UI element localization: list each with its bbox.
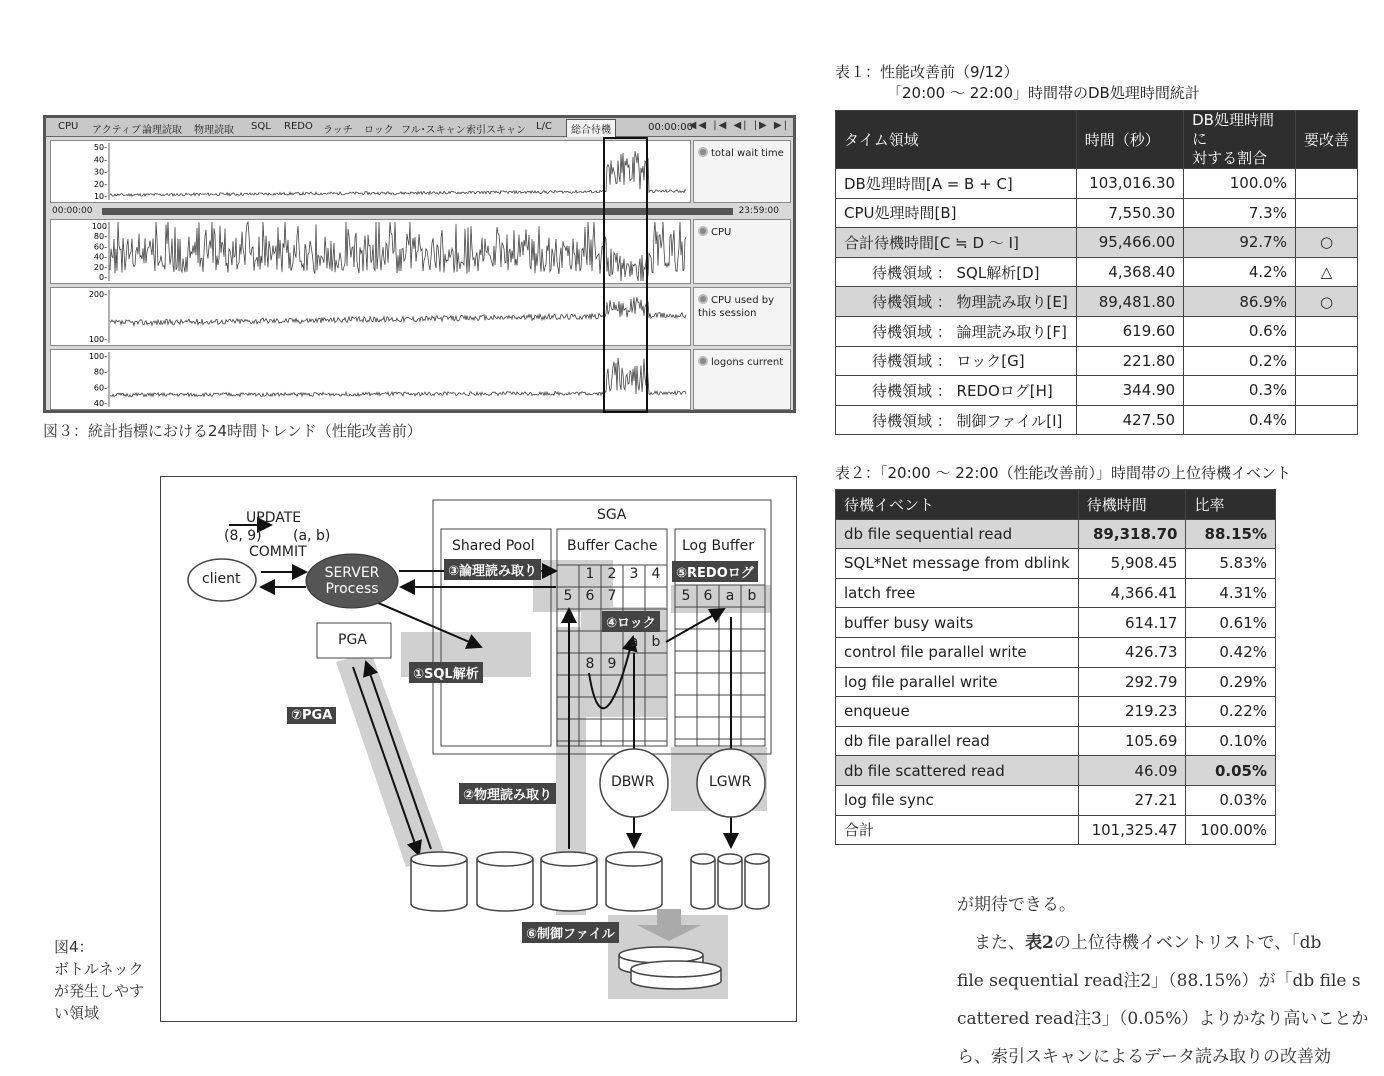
monitor-tab-bar: [46, 118, 793, 137]
trend-line: [110, 222, 686, 281]
table-row: [836, 667, 1276, 697]
table-row: [836, 756, 1276, 786]
label-redo: ⑤REDOログ: [672, 561, 758, 582]
table-row: [836, 519, 1276, 549]
table-row: [836, 608, 1276, 638]
table-cell: 219.23: [1078, 697, 1186, 727]
wait-event-table: [835, 489, 1276, 845]
table-row: [836, 637, 1276, 667]
header-needs-improvement: 要改善: [1295, 111, 1357, 169]
total-wait-sparkline: [51, 141, 690, 202]
tab-active[interactable]: アクティブ: [92, 125, 141, 136]
table-cell: 0.42%: [1186, 637, 1276, 667]
table-cell: ○: [1295, 228, 1357, 258]
chart-panel-cpu-session: [50, 287, 691, 346]
label-sql-parse: ①SQL解析: [409, 662, 483, 683]
y-tick-label: 10-: [93, 192, 107, 201]
table-cell: 614.17: [1078, 608, 1186, 638]
buffer-cells-top: 1 2 3 4: [585, 566, 661, 582]
table-cell: 0.03%: [1186, 785, 1276, 815]
legend-marker-icon: [698, 226, 708, 236]
label-physical-read: ②物理読み取り: [459, 783, 556, 804]
tab-logical-read[interactable]: 論理読取: [142, 125, 182, 136]
table-cell: log file parallel write: [836, 667, 1079, 697]
buffer-cells-row2: 5 6 7: [563, 588, 617, 604]
table-cell: ○: [1295, 287, 1357, 317]
table-cell: 0.4%: [1184, 405, 1296, 435]
header-seconds: 時間（秒）: [1076, 111, 1183, 169]
label-control-file: ⑥制御ファイル: [522, 922, 619, 943]
y-tick-label: 100-: [88, 335, 107, 344]
table-cell: [1295, 376, 1357, 406]
update-values-new: (a, b): [293, 528, 331, 544]
db-time-table: [835, 110, 1358, 435]
table-cell: 86.9%: [1184, 287, 1296, 317]
table-cell: 89,481.80: [1076, 287, 1183, 317]
table-cell: 4.31%: [1186, 578, 1276, 608]
table-cell: 0.61%: [1186, 608, 1276, 638]
table-cell: [1295, 405, 1357, 435]
y-tick-label: 20-: [93, 179, 107, 189]
table-cell: buffer busy waits: [836, 608, 1079, 638]
table-cell: [1295, 169, 1357, 199]
trend-line: [110, 358, 686, 397]
table-row: [836, 726, 1276, 756]
table-cell: 7.3%: [1184, 198, 1296, 228]
table-cell: 待機領域 ： 制御ファイル[I]: [836, 405, 1077, 435]
table-cell: 221.80: [1076, 346, 1183, 376]
table-cell: 100.00%: [1186, 815, 1276, 845]
tab-index-scan[interactable]: 索引スキャン: [466, 125, 526, 136]
table-row: [836, 346, 1358, 376]
y-tick-label: 60-: [93, 242, 107, 252]
table-row: [836, 198, 1358, 228]
table-cell: 5,908.45: [1078, 549, 1186, 579]
y-tick-label: 100: [91, 222, 107, 231]
header-wait-time: 待機時間: [1078, 490, 1186, 520]
table-cell: 292.79: [1078, 667, 1186, 697]
trend-monitor-window: [43, 115, 796, 413]
chart-panel-total-wait: [50, 140, 691, 203]
table-cell: 0.3%: [1184, 376, 1296, 406]
table-cell: 0.6%: [1184, 316, 1296, 346]
table-row: [836, 376, 1358, 406]
y-tick-label: 20-: [93, 262, 107, 272]
table-cell: 92.7%: [1184, 228, 1296, 258]
table-cell: [1295, 316, 1357, 346]
table-cell: 344.90: [1076, 376, 1183, 406]
table-cell: 88.15%: [1186, 519, 1276, 549]
y-tick-label: 100-: [88, 352, 107, 361]
time-display: 00:00:00: [648, 122, 693, 133]
table1-title: 表１：性能改善前（9/12） 「20:00 ～ 22:00」時間帯のDB処理時間統計: [835, 63, 1200, 102]
header-ratio: DB処理時間に 対する割合: [1184, 111, 1296, 169]
buffer-cells-89: 8 9: [585, 656, 617, 672]
y-tick-label: 50-: [93, 143, 107, 152]
y-tick-label: 80-: [93, 232, 107, 242]
cpu-session-sparkline: [51, 288, 690, 345]
tab-redo[interactable]: REDO: [284, 121, 313, 132]
table-row: [836, 169, 1358, 199]
logons-sparkline: [51, 350, 690, 409]
table-cell: 427.50: [1076, 405, 1183, 435]
y-tick-label: 40-: [93, 399, 107, 408]
y-tick-label: 30-: [93, 167, 107, 177]
shared-pool-label: Shared Pool: [452, 538, 535, 554]
buffer-cache-label: Buffer Cache: [567, 538, 658, 554]
chart-panel-cpu: [50, 219, 691, 284]
table-cell: 105.69: [1078, 726, 1186, 756]
table-cell: log file sync: [836, 785, 1079, 815]
chart-panel-logons: [50, 349, 691, 410]
table-row: [836, 405, 1358, 435]
table-cell: 100.0%: [1184, 169, 1296, 199]
table-row: [836, 697, 1276, 727]
highlight-box: [603, 137, 648, 413]
legend-cpu-session: CPU used by this session: [693, 287, 791, 346]
label-logical-read: ③論理読み取り: [444, 559, 541, 580]
legend-marker-icon: [698, 356, 708, 366]
log-buffer-cells: 5 6 a b: [681, 588, 757, 604]
commit-label: COMMIT: [249, 544, 307, 560]
table-row: [836, 257, 1358, 287]
table-row: [836, 287, 1358, 317]
playback-nav-buttons[interactable]: ◀◀ |◀ ◀| |▶ ▶|: [688, 120, 789, 131]
figure3-caption: 図３：統計指標における24時間トレンド（性能改善前）: [43, 422, 422, 440]
legend-total-wait: total wait time: [693, 140, 791, 203]
update-values-old: (8, 9): [224, 528, 262, 544]
table-cell: db file sequential read: [836, 519, 1079, 549]
body-paragraph: が期待できる。 また、表2の上位待機イベントリストで、「db file sequential read注2」（88.15%）が「db file s cattered read注3」（0.05%）よりかなり高いことか ら、索引スキャンによるデータ読み取りの改善効: [957, 895, 1369, 1067]
tab-total-wait[interactable]: 総合待機: [566, 119, 616, 137]
table-cell: 426.73: [1078, 637, 1186, 667]
client-label: client: [202, 571, 241, 587]
tab-physical-read[interactable]: 物理読取: [194, 125, 234, 136]
table-row: [836, 578, 1276, 608]
table-cell: enqueue: [836, 697, 1079, 727]
time-range-bar[interactable]: 00:00:00 23:59:00: [52, 206, 779, 216]
table-cell: control file parallel write: [836, 637, 1079, 667]
table-cell: 待機領域 ： 物理読み取り[E]: [836, 287, 1077, 317]
table-cell: 5.83%: [1186, 549, 1276, 579]
table-cell: 619.60: [1076, 316, 1183, 346]
tab-sql[interactable]: SQL: [251, 121, 271, 132]
table-cell: 89,318.70: [1078, 519, 1186, 549]
log-buffer-label: Log Buffer: [682, 538, 754, 554]
tab-lc[interactable]: L/C: [536, 121, 552, 132]
table-cell: 合計: [836, 815, 1079, 845]
table-cell: 46.09: [1078, 756, 1186, 786]
y-tick-label: 40-: [93, 155, 107, 165]
dbwr-label: DBWR: [611, 774, 655, 790]
table-row: [836, 228, 1358, 258]
server-process-label: SERVER Process: [324, 565, 380, 597]
y-tick-label: 200-: [88, 290, 107, 299]
update-label: UPDATE: [246, 510, 302, 526]
bottleneck-diagram: [160, 476, 797, 1022]
header-ratio: 比率: [1186, 490, 1276, 520]
cpu-sparkline: [51, 220, 690, 283]
table-cell: 4,368.40: [1076, 257, 1183, 287]
y-tick-label: 0-: [99, 273, 107, 282]
table-cell: CPU処理時間[B]: [836, 198, 1077, 228]
label-lock: ④ロック: [602, 611, 660, 632]
table-cell: 待機領域 ： ロック[G]: [836, 346, 1077, 376]
table-cell: 待機領域 ： REDOログ[H]: [836, 376, 1077, 406]
table-cell: 4.2%: [1184, 257, 1296, 287]
table-cell: 0.10%: [1186, 726, 1276, 756]
legend-logons: logons current: [693, 349, 791, 410]
table-cell: [1295, 198, 1357, 228]
header-wait-event: 待機イベント: [836, 490, 1079, 520]
table-cell: 待機領域 ： SQL解析[D]: [836, 257, 1077, 287]
table2-title: 表２：「20:00 ～ 22:00（性能改善前）」時間帯の上位待機イベント: [835, 464, 1291, 482]
table-cell: SQL*Net message from dblink: [836, 549, 1079, 579]
table-cell: 待機領域 ： 論理読み取り[F]: [836, 316, 1077, 346]
trend-line: [110, 297, 686, 325]
y-tick-label: 80-: [93, 367, 107, 377]
table-cell: 95,466.00: [1076, 228, 1183, 258]
table-cell: 4,366.41: [1078, 578, 1186, 608]
table-cell: 27.21: [1078, 785, 1186, 815]
y-tick-label: 40-: [93, 252, 107, 262]
table-cell: 0.29%: [1186, 667, 1276, 697]
header-time-area: タイム領域: [836, 111, 1077, 169]
table-cell: db file scattered read: [836, 756, 1079, 786]
legend-marker-icon: [698, 294, 708, 304]
table-row: [836, 316, 1358, 346]
table-row: [836, 785, 1276, 815]
tab-cpu[interactable]: CPU: [58, 121, 79, 132]
table-row: [836, 815, 1276, 845]
table-cell: 101,325.47: [1078, 815, 1186, 845]
sga-label: SGA: [597, 507, 627, 523]
table-cell: latch free: [836, 578, 1079, 608]
y-tick-label: 60-: [93, 383, 107, 393]
legend-cpu: CPU: [693, 219, 791, 284]
tab-full-scan[interactable]: フル･スキャン: [401, 125, 466, 136]
table-cell: 0.22%: [1186, 697, 1276, 727]
table-row: [836, 549, 1276, 579]
table-cell: 7,550.30: [1076, 198, 1183, 228]
table-cell: db file parallel read: [836, 726, 1079, 756]
legend-marker-icon: [698, 147, 708, 157]
table-cell: 0.2%: [1184, 346, 1296, 376]
figure4-caption: 図4： ボトルネック が発生しやす い領域: [54, 938, 145, 1022]
label-pga: ⑦PGA: [287, 707, 336, 724]
pga-label: PGA: [338, 632, 367, 648]
table-cell: 103,016.30: [1076, 169, 1183, 199]
table-cell: △: [1295, 257, 1357, 287]
trend-line: [110, 151, 686, 196]
table-cell: [1295, 346, 1357, 376]
lgwr-label: LGWR: [709, 774, 752, 790]
table-cell: 0.05%: [1186, 756, 1276, 786]
buffer-cells-lock: a b: [629, 634, 661, 650]
tab-latch[interactable]: ラッチ: [323, 125, 353, 136]
table-cell: 合計待機時間[C ≒ D ～ I]: [836, 228, 1077, 258]
tab-lock[interactable]: ロック: [364, 125, 394, 136]
table-cell: DB処理時間[A = B + C]: [836, 169, 1077, 199]
